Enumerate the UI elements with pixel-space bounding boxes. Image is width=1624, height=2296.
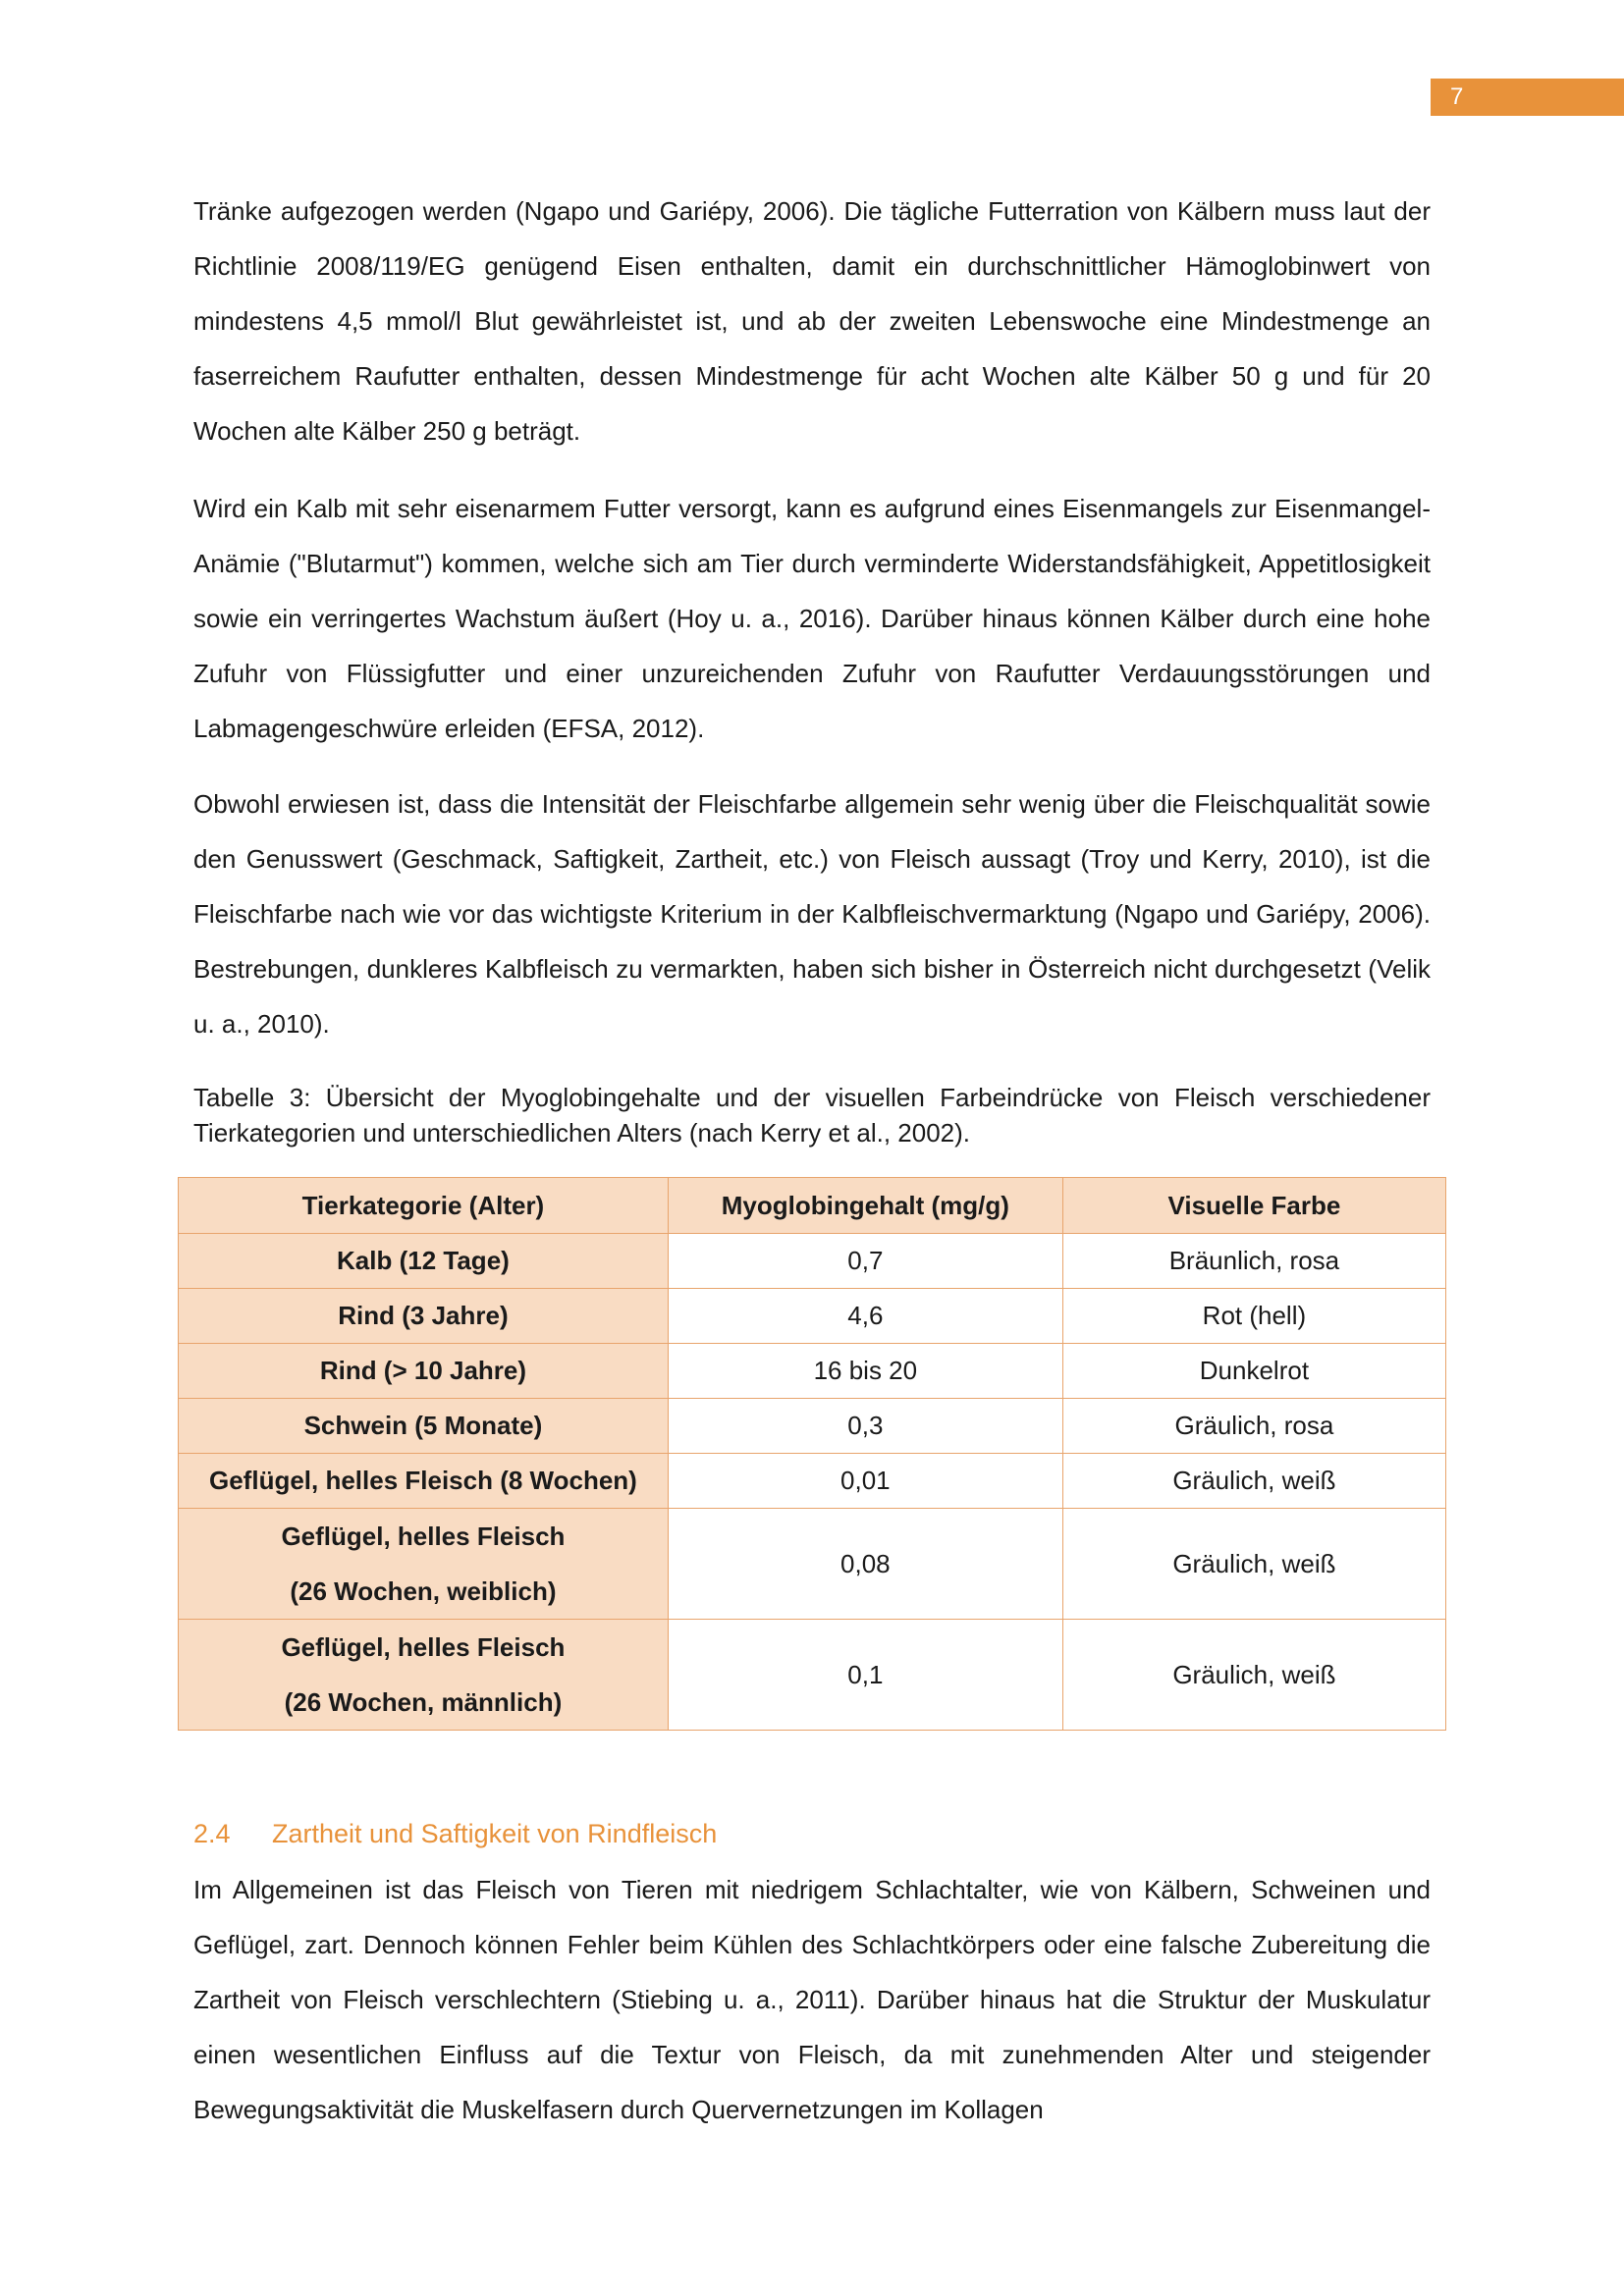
table-row xyxy=(179,1234,1446,1289)
table-row xyxy=(179,1509,1446,1620)
column-header-myoglobin: Myoglobingehalt (mg/g) xyxy=(668,1178,1062,1234)
myoglobin-cell: 0,1 xyxy=(668,1620,1062,1731)
table-row xyxy=(179,1289,1446,1344)
myoglobin-cell: 4,6 xyxy=(668,1289,1062,1344)
color-cell: Dunkelrot xyxy=(1062,1344,1445,1399)
category-line: (26 Wochen, männlich) xyxy=(284,1687,563,1717)
category-cell: Rind (3 Jahre) xyxy=(179,1289,669,1344)
category-line: (26 Wochen, weiblich) xyxy=(290,1576,557,1606)
column-header-category: Tierkategorie (Alter) xyxy=(179,1178,669,1234)
color-cell: Gräulich, rosa xyxy=(1062,1399,1445,1454)
myoglobin-cell: 16 bis 20 xyxy=(668,1344,1062,1399)
category-cell xyxy=(179,1620,669,1731)
category-line: Geflügel, helles Fleisch xyxy=(281,1632,566,1662)
category-cell: Kalb (12 Tage) xyxy=(179,1234,669,1289)
category-cell: Geflügel, helles Fleisch (8 Wochen) xyxy=(179,1454,669,1509)
myoglobin-cell: 0,08 xyxy=(668,1509,1062,1620)
color-cell: Gräulich, weiß xyxy=(1062,1620,1445,1731)
body-paragraph: Im Allgemeinen ist das Fleisch von Tieren mit niedrigem Schlachtalter, wie von Kälbern, Schweinen und Geflügel, zart. Dennoch können Fehler beim Kühlen des Schlachtkörpers oder eine falsche Zubereitung die Zartheit von Fleisch verschlechtern (Stiebing u. a., 2011). Darüber hinaus hat die Struktur der Muskulatur einen wesentlichen Einfluss auf die Textur von Fleisch, da mit zunehmenden Alter und steigender Bewegungsaktivität die Muskelfasern durch Quervernetzungen im Kollagen xyxy=(193,1875,1431,2124)
table-row xyxy=(179,1344,1446,1399)
table-header-row xyxy=(179,1178,1446,1234)
section-title: Zartheit und Saftigkeit von Rindfleisch xyxy=(272,1819,718,1848)
category-cell: Schwein (5 Monate) xyxy=(179,1399,669,1454)
section-number: 2.4 xyxy=(193,1819,231,1848)
myoglobin-cell: 0,7 xyxy=(668,1234,1062,1289)
section-heading xyxy=(193,1816,717,1851)
table-row xyxy=(179,1399,1446,1454)
category-cell xyxy=(179,1509,669,1620)
body-paragraph: Tränke aufgezogen werden (Ngapo und Gariépy, 2006). Die tägliche Futterration von Kälbern muss laut der Richtlinie 2008/119/EG genügend Eisen enthalten, damit ein durchschnittlicher Hämoglobinwert von mindestens 4,5 mmol/l Blut gewährleistet ist, und ab der zweiten Lebenswoche eine Mindestmenge an faserreichem Raufutter enthalten, dessen Mindestmenge für acht Wochen alte Kälber 50 g und für 20 Wochen alte Kälber 250 g beträgt. xyxy=(193,196,1431,446)
color-cell: Gräulich, weiß xyxy=(1062,1509,1445,1620)
page-number: 7 xyxy=(1431,79,1624,116)
table-row xyxy=(179,1620,1446,1731)
category-line: Geflügel, helles Fleisch xyxy=(281,1522,566,1551)
color-cell: Rot (hell) xyxy=(1062,1289,1445,1344)
column-header-color: Visuelle Farbe xyxy=(1062,1178,1445,1234)
myoglobin-cell: 0,01 xyxy=(668,1454,1062,1509)
category-cell: Rind (> 10 Jahre) xyxy=(179,1344,669,1399)
body-paragraph: Wird ein Kalb mit sehr eisenarmem Futter versorgt, kann es aufgrund eines Eisenmangels zur Eisenmangel-Anämie ("Blutarmut") kommen, welche sich am Tier durch verminderte Widerstandsfähigkeit, Appetitlosigkeit sowie ein verringertes Wachstum äußert (Hoy u. a., 2016). Darüber hinaus können Kälber durch eine hohe Zufuhr von Flüssigfutter und einer unzureichenden Zufuhr von Raufutter Verdauungsstörungen und Labmagengeschwüre erleiden (EFSA, 2012). xyxy=(193,494,1431,743)
color-cell: Gräulich, weiß xyxy=(1062,1454,1445,1509)
myoglobin-cell: 0,3 xyxy=(668,1399,1062,1454)
myoglobin-table xyxy=(178,1177,1446,1731)
table-caption: Tabelle 3: Übersicht der Myoglobingehalte und der visuellen Farbeindrücke von Fleisch verschiedener Tierkategorien und unterschiedlichen Alters (nach Kerry et al., 2002). xyxy=(193,1083,1431,1148)
body-paragraph: Obwohl erwiesen ist, dass die Intensität der Fleischfarbe allgemein sehr wenig über die Fleischqualität sowie den Genusswert (Geschmack, Saftigkeit, Zartheit, etc.) von Fleisch aussagt (Troy und Kerry, 2010), ist die Fleischfarbe nach wie vor das wichtigste Kriterium in der Kalbfleischvermarktung (Ngapo und Gariépy, 2006). Bestrebungen, dunkleres Kalbfleisch zu vermarkten, haben sich bisher in Österreich nicht durchgesetzt (Velik u. a., 2010). xyxy=(193,789,1431,1039)
color-cell: Bräunlich, rosa xyxy=(1062,1234,1445,1289)
table-row xyxy=(179,1454,1446,1509)
